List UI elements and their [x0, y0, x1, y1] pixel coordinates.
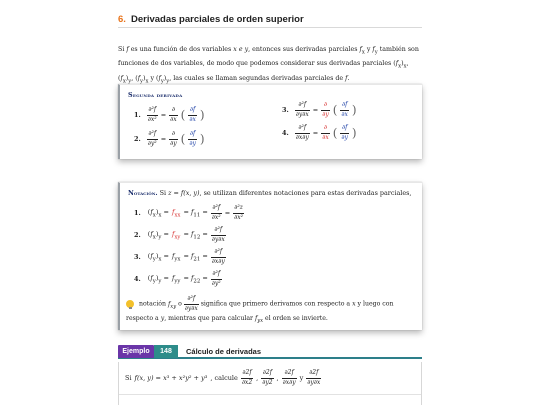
divider — [119, 394, 421, 395]
example-number: 148 — [154, 345, 178, 358]
derivative-item-2: 2. $\frac{\text{∂²f}}{\text{∂y²}}$ = $\frac{\partial}{\partial y}$ ( $\frac{\partial f}{\partial y}$ ) — [134, 130, 205, 147]
intro-paragraph: Si f es una función de dos variables x e y, entonces sus derivadas parciales $f_x$ y $f_y$ también son funciones de dos variables, de modo que podemos considerar sus derivadas parciales $(f_x)_x$, $(f_x)_y$, $(f_y)_x$ y $(f_y)_y$, las cuales se llaman segundas derivadas parciales de f. — [118, 46, 419, 84]
second-derivative-box — [118, 84, 422, 159]
notation-row-2: 2. $(f_x)_y$ = $f_{xy}$ = $f_{12}$ = $\frac{\text{∂²f}}{\partial y\partial x}$ — [134, 226, 225, 243]
example-body — [118, 362, 422, 405]
section-title: Derivadas parciales de orden superior — [131, 14, 304, 25]
notation-row-4: 4. $(f_y)_y$ = $f_{yy}$ = $f_{22}$ = $\frac{\text{∂²f}}{\text{∂y²}}$ — [134, 270, 221, 287]
box-heading: Segunda derivada — [128, 91, 183, 99]
example-tag: Ejemplo — [118, 345, 154, 358]
example-statement: Si f(x, y) = x³ + x²y² + y³ , calcule $\frac{\partial 2f}{\partial x2}$ , $\frac{\partial 2f}{\partial y2}$ , $\frac{\partial 2f}{\partial x\partial y}$ y $\frac{\partial 2f}{\partial y\partial x}$ — [125, 369, 321, 386]
derivative-item-1: 1. $\frac{\text{∂²f}}{\text{∂x²}}$ = $\frac{\partial}{\partial x}$ ( $\frac{\partial f}{\partial x}$ ) — [134, 106, 205, 123]
section-header — [118, 12, 422, 28]
derivative-item-4: 4. $\frac{\text{∂²f}}{\partial x\partial y}$ = $\frac{\partial}{\partial x}$ ( $\frac{\partial f}{\partial y}$ ) — [282, 124, 357, 141]
notation-box — [118, 182, 422, 330]
example-header — [118, 345, 422, 359]
notation-note: notación $f_{xy}$ o $\frac{\text{∂²f}}{\partial y\partial x}$ significa que primero derivamos con respecto a x y luego con respecto a y, mientras que para calcular $f_{yx}$ el orden se invierte. — [126, 295, 394, 324]
notation-row-3: 3. $(f_y)_x$ = $f_{yx}$ = $f_{21}$ = $\frac{\text{∂²f}}{\partial x\partial y}$ — [134, 248, 225, 265]
example-title: Cálculo de derivadas — [186, 347, 262, 356]
derivative-item-3: 3. $\frac{\text{∂²f}}{\partial y\partial x}$ = $\frac{\partial}{\partial y}$ ( $\frac{\partial f}{\partial x}$ ) — [282, 101, 357, 118]
notation-heading: Notación. Si z = f(x, y), se utilizan diferentes notaciones para estas derivadas parciales, — [128, 189, 412, 197]
section-number: 6. — [118, 14, 126, 25]
lightbulb-icon — [126, 300, 134, 308]
notation-row-1: 1. $(f_x)_x$ = $f_{xx}$ = $f_{11}$ = $\frac{\text{∂²f}}{\text{∂x²}}$ = $\frac{\text{∂²z}}{\text{∂x²}}$ — [134, 204, 244, 221]
